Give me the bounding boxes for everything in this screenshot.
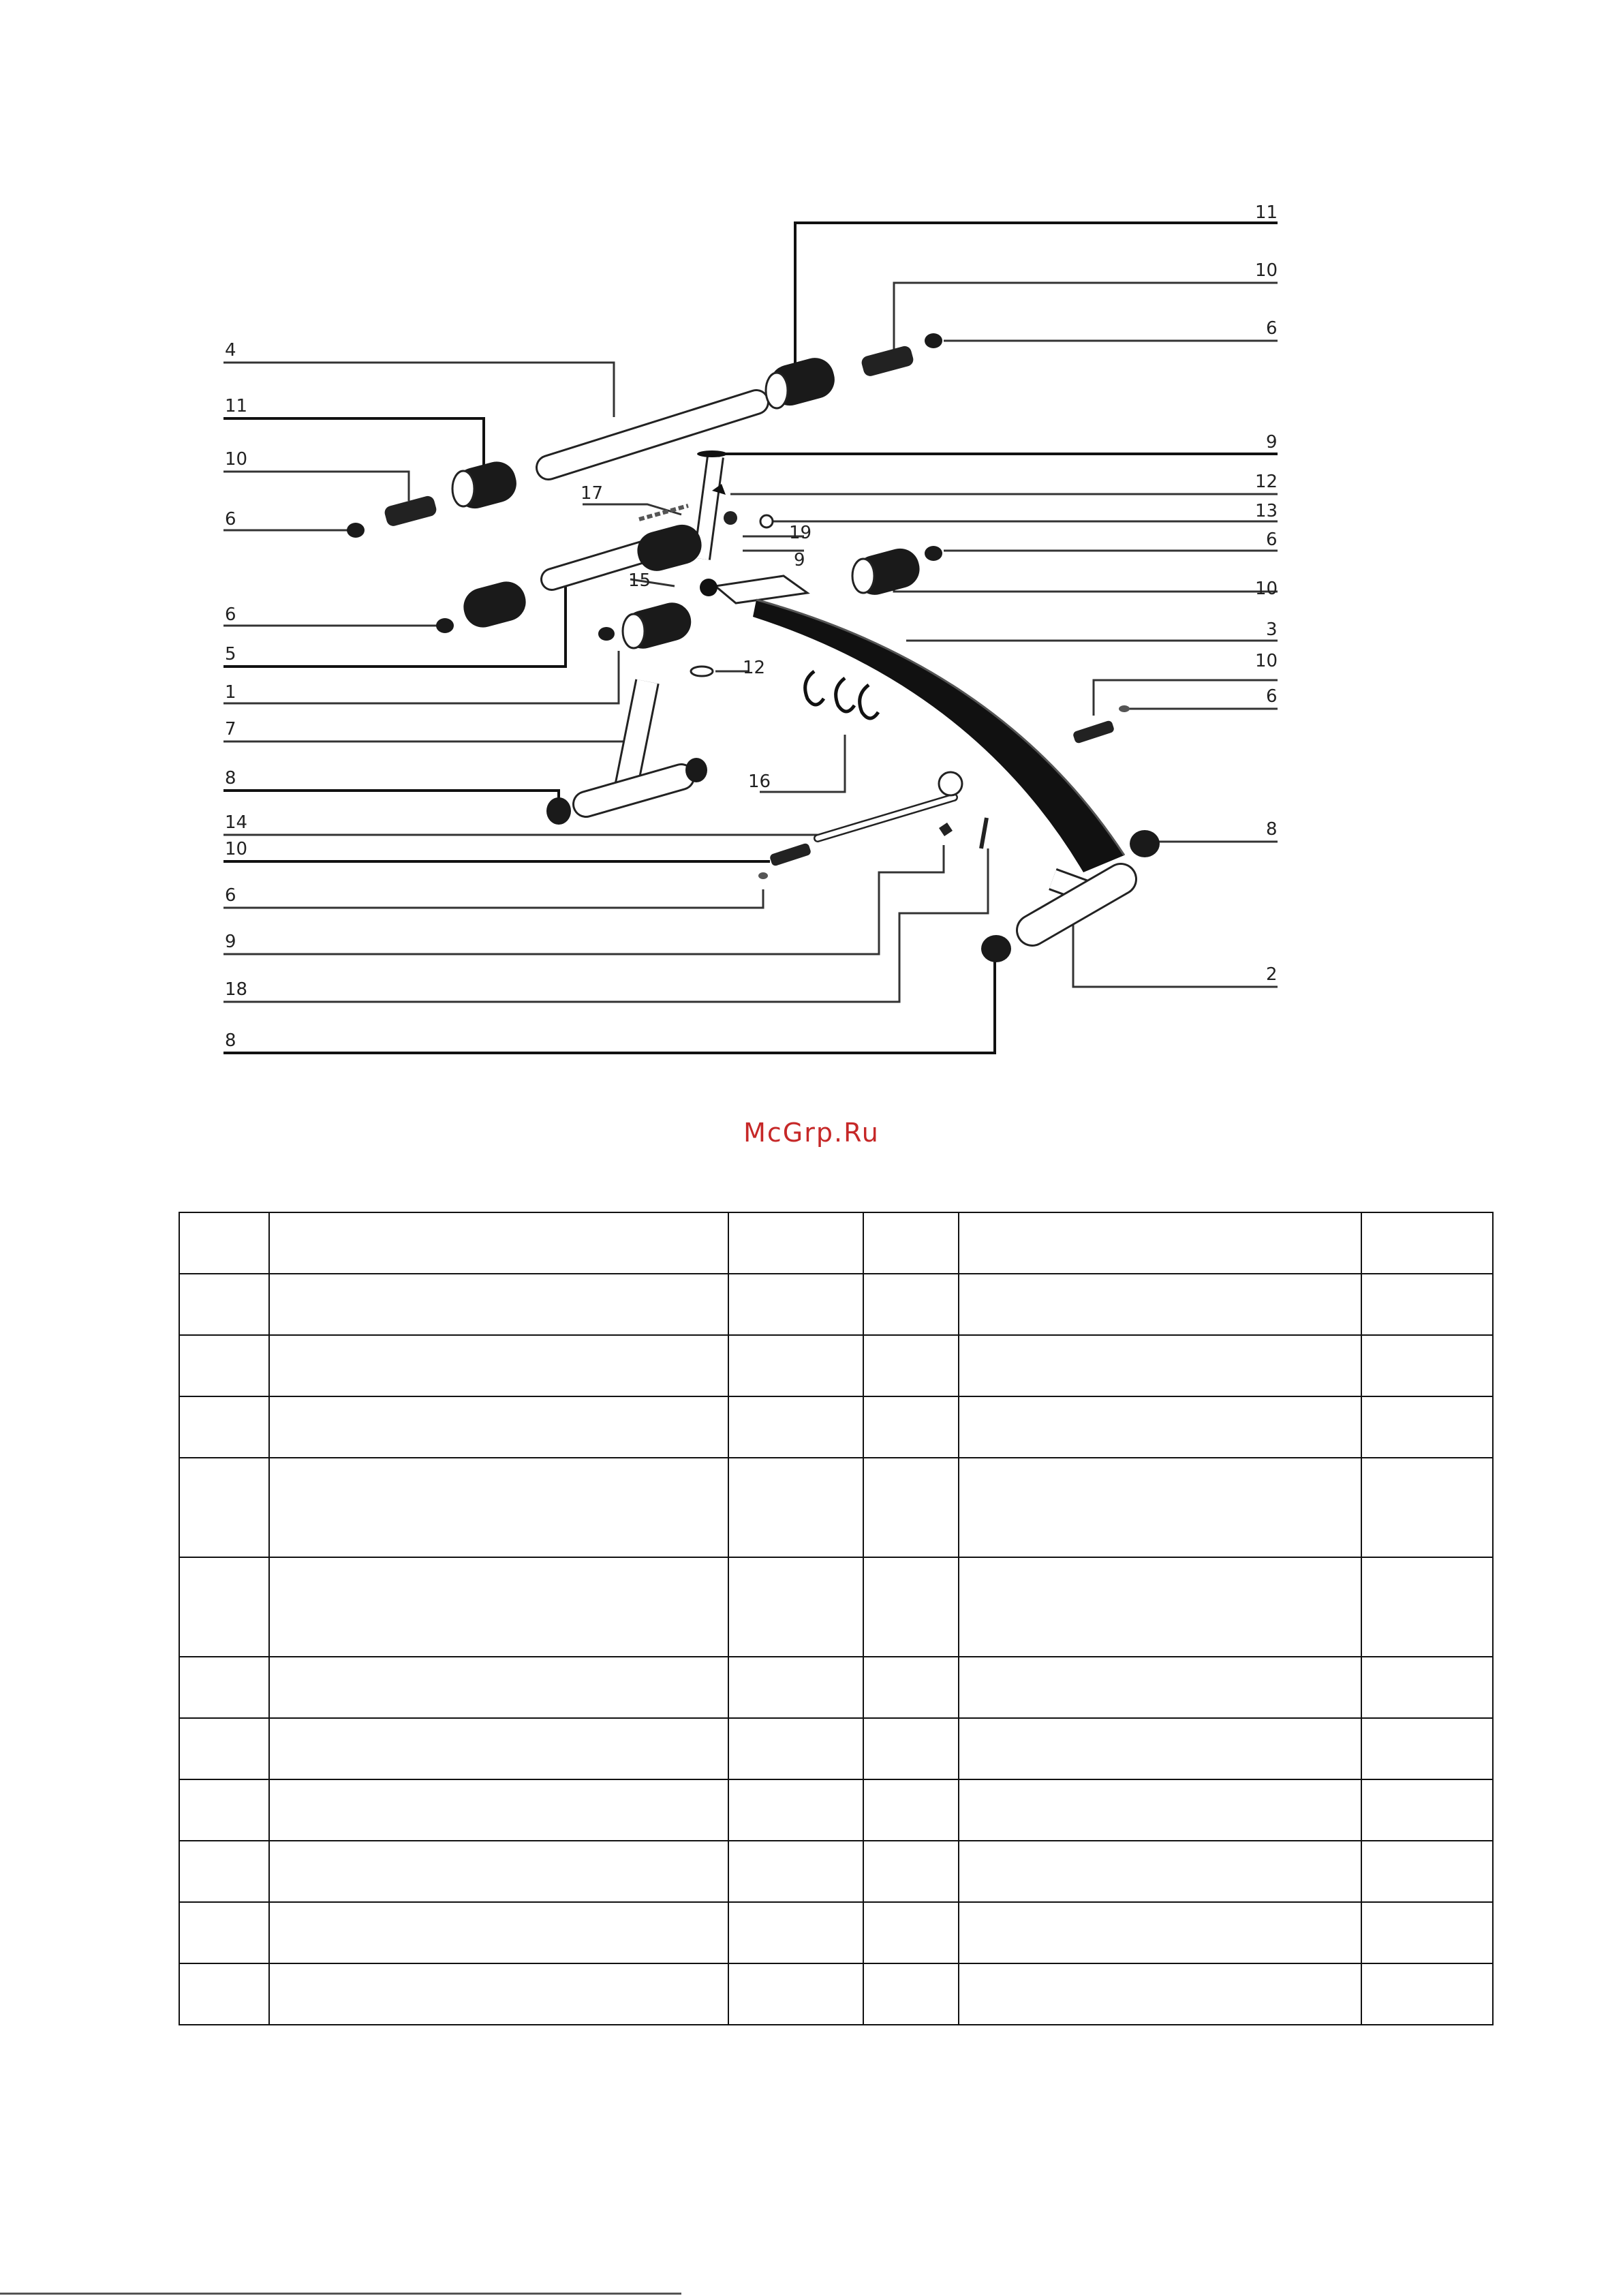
table-cell	[179, 1841, 269, 1902]
table-cell	[269, 1274, 728, 1335]
table-cell	[863, 1557, 959, 1657]
table-row	[179, 1718, 1493, 1779]
callout-label: 7	[225, 719, 236, 739]
table-cell	[269, 1396, 728, 1458]
table-cell	[269, 1657, 728, 1718]
table-row	[179, 1902, 1493, 1963]
table-cell	[269, 1458, 728, 1557]
parts-table	[179, 1212, 1494, 2025]
table-cell	[959, 1274, 1361, 1335]
table-cell	[959, 1396, 1361, 1458]
table-cell	[179, 1963, 269, 2025]
table-cell	[959, 1335, 1361, 1396]
table-cell	[863, 1657, 959, 1718]
table-cell	[1361, 1902, 1493, 1963]
table-row	[179, 1335, 1493, 1396]
table-cell	[863, 1212, 959, 1274]
table-cell	[959, 1963, 1361, 2025]
part-shapes	[347, 333, 1160, 962]
table-cell	[1361, 1657, 1493, 1718]
table-cell	[728, 1212, 863, 1274]
table-row	[179, 1396, 1493, 1458]
table-cell	[959, 1458, 1361, 1557]
callout-label: 12	[743, 658, 766, 678]
table-cell	[959, 1779, 1361, 1841]
table-cell	[863, 1963, 959, 2025]
callout-label: 1	[225, 682, 236, 703]
callout-label: 10	[1255, 260, 1278, 281]
table-cell	[1361, 1396, 1493, 1458]
table-cell	[1361, 1841, 1493, 1902]
page-bottom-rule	[0, 2293, 681, 2295]
callout-label: 6	[1266, 686, 1278, 707]
callout-label: 6	[1266, 530, 1278, 550]
table-cell	[269, 1212, 728, 1274]
callout-label: 10	[1255, 651, 1278, 671]
table-cell	[959, 1718, 1361, 1779]
callout-label: 16	[748, 771, 771, 792]
table-cell	[728, 1458, 863, 1557]
table-cell	[728, 1396, 863, 1458]
table-cell	[1361, 1963, 1493, 2025]
table-cell	[959, 1657, 1361, 1718]
table-cell	[728, 1841, 863, 1902]
table-cell	[179, 1274, 269, 1335]
table-cell	[863, 1458, 959, 1557]
table-cell	[728, 1335, 863, 1396]
table-cell	[179, 1657, 269, 1718]
table-cell	[863, 1396, 959, 1458]
table-cell	[863, 1779, 959, 1841]
table-cell	[179, 1557, 269, 1657]
table-cell	[1361, 1335, 1493, 1396]
table-cell	[1361, 1779, 1493, 1841]
table-cell	[959, 1841, 1361, 1902]
callout-label: 11	[225, 396, 248, 416]
table-cell	[269, 1963, 728, 2025]
table-cell	[179, 1212, 269, 1274]
callout-label: 3	[1266, 619, 1278, 640]
table-cell	[269, 1718, 728, 1779]
table-cell	[728, 1718, 863, 1779]
table-cell	[863, 1841, 959, 1902]
table-cell	[728, 1657, 863, 1718]
callout-label: 19	[789, 523, 812, 543]
callout-label: 14	[225, 812, 248, 833]
callout-label: 5	[225, 644, 236, 664]
table-row	[179, 1841, 1493, 1902]
callout-label: 6	[1266, 318, 1278, 339]
table-cell	[269, 1841, 728, 1902]
watermark: McGrp.Ru	[743, 1118, 880, 1148]
table-cell	[959, 1212, 1361, 1274]
callout-label: 17	[581, 483, 604, 504]
table-cell	[728, 1557, 863, 1657]
callout-label: 11	[1255, 202, 1278, 223]
table-cell	[269, 1335, 728, 1396]
callout-label: 13	[1255, 501, 1278, 521]
table-cell	[863, 1274, 959, 1335]
table-row	[179, 1779, 1493, 1841]
table-cell	[269, 1779, 728, 1841]
table-cell	[959, 1902, 1361, 1963]
table-row	[179, 1212, 1493, 1274]
table-cell	[863, 1902, 959, 1963]
callout-label: 6	[225, 509, 236, 530]
table-cell	[179, 1335, 269, 1396]
callout-label: 15	[628, 570, 651, 591]
table-row	[179, 1963, 1493, 2025]
table-cell	[959, 1557, 1361, 1657]
table-cell	[728, 1902, 863, 1963]
callout-label: 9	[1266, 432, 1278, 453]
table-cell	[269, 1557, 728, 1657]
table-cell	[1361, 1212, 1493, 1274]
callout-label: 6	[225, 885, 236, 906]
callout-label: 2	[1266, 964, 1278, 985]
table-row	[179, 1274, 1493, 1335]
table-cell	[179, 1902, 269, 1963]
callout-label: 8	[225, 768, 236, 789]
table-row	[179, 1657, 1493, 1718]
table-cell	[1361, 1458, 1493, 1557]
callout-label: 8	[1266, 819, 1278, 840]
table-cell	[863, 1718, 959, 1779]
table-cell	[1361, 1718, 1493, 1779]
table-row	[179, 1557, 1493, 1657]
table-cell	[728, 1274, 863, 1335]
table-cell	[179, 1718, 269, 1779]
table-cell	[728, 1779, 863, 1841]
table-cell	[1361, 1274, 1493, 1335]
callout-label: 8	[225, 1030, 236, 1051]
table-cell	[863, 1335, 959, 1396]
table-cell	[179, 1779, 269, 1841]
exploded-assembly-diagram	[0, 0, 1623, 1090]
callout-label: 12	[1255, 472, 1278, 492]
table-row	[179, 1458, 1493, 1557]
callout-label: 18	[225, 979, 248, 1000]
callout-label: 10	[225, 449, 248, 470]
callout-label: 6	[225, 604, 236, 625]
callout-label: 10	[225, 839, 248, 859]
callout-label: 10	[1255, 579, 1278, 599]
table-cell	[1361, 1557, 1493, 1657]
callout-label: 9	[794, 550, 805, 570]
table-cell	[728, 1963, 863, 2025]
table-cell	[179, 1396, 269, 1458]
table-cell	[179, 1458, 269, 1557]
callout-label: 9	[225, 932, 236, 952]
callout-label: 4	[225, 340, 236, 361]
leader-lines	[223, 223, 1278, 1053]
table-cell	[269, 1902, 728, 1963]
